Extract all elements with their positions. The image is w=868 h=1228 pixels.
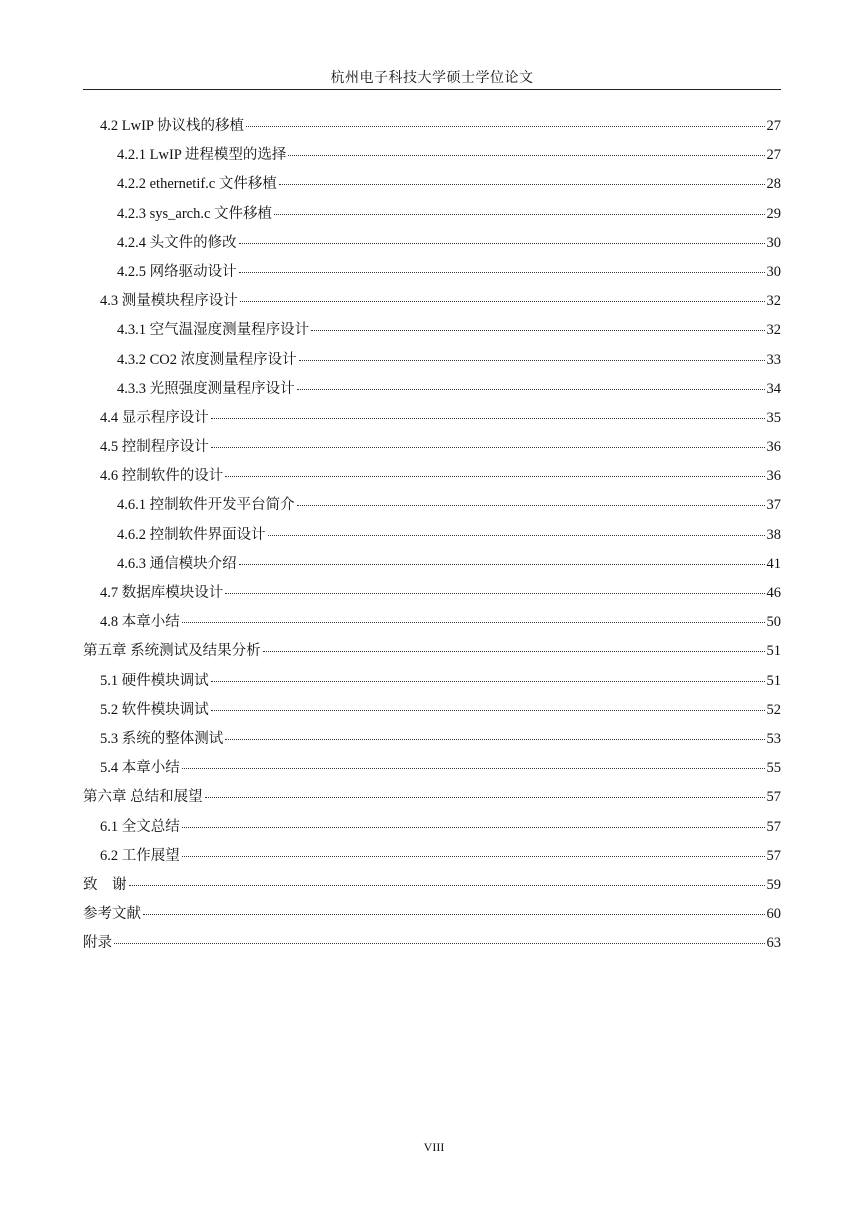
toc-entry-page: 57 xyxy=(766,847,781,864)
toc-leader-dots xyxy=(225,476,764,477)
toc-leader-dots xyxy=(297,505,765,506)
toc-entry-label: 附录 xyxy=(83,935,112,952)
toc-entry-label: 4.2.3 sys_arch.c 文件移植 xyxy=(117,205,273,222)
toc-entry[interactable] xyxy=(83,172,781,201)
toc-entry[interactable] xyxy=(83,873,781,902)
toc-entry-page: 52 xyxy=(766,701,781,718)
toc-entry-label: 4.2.1 LwIP 进程模型的选择 xyxy=(117,147,287,164)
toc-leader-dots xyxy=(311,330,764,331)
toc-entry-page: 32 xyxy=(766,322,781,339)
toc-entry-label: 致 谢 xyxy=(83,876,127,893)
toc-leader-dots xyxy=(239,243,765,244)
toc-leader-dots xyxy=(288,155,764,156)
toc-entry[interactable] xyxy=(83,610,781,639)
toc-entry[interactable] xyxy=(83,406,781,435)
toc-entry-page: 36 xyxy=(766,439,781,456)
toc-leader-dots xyxy=(263,651,765,652)
toc-leader-dots xyxy=(211,710,765,711)
toc-entry[interactable] xyxy=(83,639,781,668)
toc-entry[interactable] xyxy=(83,114,781,143)
toc-entry-label: 4.4 显示程序设计 xyxy=(100,409,209,426)
toc-entry-page: 57 xyxy=(766,789,781,806)
toc-leader-dots xyxy=(182,622,765,623)
toc-entry[interactable] xyxy=(83,435,781,464)
toc-entry-page: 60 xyxy=(766,906,781,923)
toc-entry-label: 4.5 控制程序设计 xyxy=(100,439,209,456)
toc-entry[interactable] xyxy=(83,289,781,318)
toc-entry-page: 51 xyxy=(766,643,781,660)
toc-entry-label: 第五章 系统测试及结果分析 xyxy=(83,643,261,660)
toc-leader-dots xyxy=(205,797,765,798)
toc-leader-dots xyxy=(225,593,764,594)
toc-entry[interactable] xyxy=(83,348,781,377)
toc-entry[interactable] xyxy=(83,377,781,406)
toc-entry[interactable] xyxy=(83,581,781,610)
toc-entry-page: 55 xyxy=(766,760,781,777)
toc-entry-page: 30 xyxy=(766,263,781,280)
toc-entry-label: 5.3 系统的整体测试 xyxy=(100,730,224,747)
toc-entry-page: 34 xyxy=(766,380,781,397)
toc-entry[interactable] xyxy=(83,318,781,347)
toc-entry-label: 4.2.5 网络驱动设计 xyxy=(117,263,237,280)
toc-entry-label: 5.1 硬件模块调试 xyxy=(100,672,209,689)
toc-entry-page: 59 xyxy=(766,876,781,893)
toc-leader-dots xyxy=(211,418,765,419)
toc-leader-dots xyxy=(129,885,765,886)
header-divider xyxy=(83,89,781,90)
toc-entry-page: 27 xyxy=(766,147,781,164)
toc-entry-label: 4.3.1 空气温湿度测量程序设计 xyxy=(117,322,310,339)
toc-entry-label: 4.3.3 光照强度测量程序设计 xyxy=(117,380,295,397)
toc-entry-page: 46 xyxy=(766,585,781,601)
toc-entry-label: 6.1 全文总结 xyxy=(100,818,180,835)
toc-leader-dots xyxy=(239,272,765,273)
toc-entry-page: 28 xyxy=(766,176,781,193)
toc-leader-dots xyxy=(182,768,765,769)
table-of-contents xyxy=(83,114,781,960)
toc-entry[interactable] xyxy=(83,727,781,756)
toc-entry[interactable] xyxy=(83,260,781,289)
toc-entry-page: 30 xyxy=(766,234,781,251)
toc-leader-dots xyxy=(299,360,765,361)
toc-entry[interactable] xyxy=(83,202,781,231)
page-header-title: 杭州电子科技大学硕士学位论文 xyxy=(330,71,534,86)
toc-entry[interactable] xyxy=(83,844,781,873)
toc-leader-dots xyxy=(240,301,765,302)
toc-entry-label: 4.2.4 头文件的修改 xyxy=(117,234,237,251)
toc-leader-dots xyxy=(274,214,764,215)
toc-entry-page: 41 xyxy=(766,555,781,572)
toc-entry-label: 4.2.2 ethernetif.c 文件移植 xyxy=(117,176,277,193)
toc-entry[interactable] xyxy=(83,815,781,844)
toc-leader-dots xyxy=(211,681,765,682)
toc-leader-dots xyxy=(246,126,764,127)
toc-entry-label: 4.6 控制软件的设计 xyxy=(100,468,224,485)
toc-entry-page: 50 xyxy=(766,614,781,631)
toc-leader-dots xyxy=(211,447,765,448)
toc-entry-page: 38 xyxy=(766,526,781,543)
toc-entry-label: 4.6.3 通信模块介绍 xyxy=(117,555,237,572)
toc-entry[interactable] xyxy=(83,493,781,522)
toc-entry-page: 33 xyxy=(766,351,781,368)
toc-entry[interactable] xyxy=(83,669,781,698)
toc-entry[interactable] xyxy=(83,552,781,581)
toc-entry[interactable] xyxy=(83,464,781,493)
toc-entry-label: 4.6.2 控制软件界面设计 xyxy=(117,526,266,543)
toc-entry-label: 第六章 总结和展望 xyxy=(83,789,203,806)
toc-entry-label: 4.7 数据库模块设计 xyxy=(100,585,224,601)
toc-entry-label: 4.8 本章小结 xyxy=(100,614,180,631)
toc-entry[interactable] xyxy=(83,902,781,931)
toc-entry-page: 63 xyxy=(766,935,781,952)
toc-leader-dots xyxy=(225,739,764,740)
toc-entry-label: 4.6.1 控制软件开发平台简介 xyxy=(117,497,295,514)
toc-entry-label: 5.2 软件模块调试 xyxy=(100,701,209,718)
toc-entry-page: 32 xyxy=(766,293,781,310)
toc-entry-label: 4.3.2 CO2 浓度测量程序设计 xyxy=(117,351,297,368)
toc-entry[interactable] xyxy=(83,756,781,785)
toc-entry-page: 53 xyxy=(766,730,781,747)
toc-leader-dots xyxy=(114,943,765,944)
toc-entry-page: 57 xyxy=(766,818,781,835)
toc-entry-label: 4.3 测量模块程序设计 xyxy=(100,293,238,310)
toc-entry[interactable] xyxy=(83,143,781,172)
toc-leader-dots xyxy=(268,535,765,536)
toc-entry[interactable] xyxy=(83,698,781,727)
toc-leader-dots xyxy=(182,856,765,857)
toc-entry-label: 5.4 本章小结 xyxy=(100,760,180,777)
toc-entry-page: 36 xyxy=(766,468,781,485)
toc-leader-dots xyxy=(239,564,765,565)
toc-leader-dots xyxy=(297,389,765,390)
toc-leader-dots xyxy=(143,914,765,915)
toc-entry-page: 35 xyxy=(766,409,781,426)
toc-entry[interactable] xyxy=(83,931,781,960)
toc-entry-label: 6.2 工作展望 xyxy=(100,847,180,864)
toc-leader-dots xyxy=(279,184,765,185)
toc-entry-page: 37 xyxy=(766,497,781,514)
toc-leader-dots xyxy=(182,827,765,828)
toc-entry-label: 参考文献 xyxy=(83,906,141,923)
toc-entry[interactable] xyxy=(83,523,781,552)
toc-entry-page: 27 xyxy=(766,118,781,134)
toc-entry[interactable] xyxy=(83,785,781,814)
toc-entry-page: 29 xyxy=(766,205,781,222)
toc-entry-page: 51 xyxy=(766,672,781,689)
toc-entry[interactable] xyxy=(83,231,781,260)
page-number: VIII xyxy=(423,1140,445,1154)
toc-entry-label: 4.2 LwIP 协议栈的移植 xyxy=(100,118,245,134)
